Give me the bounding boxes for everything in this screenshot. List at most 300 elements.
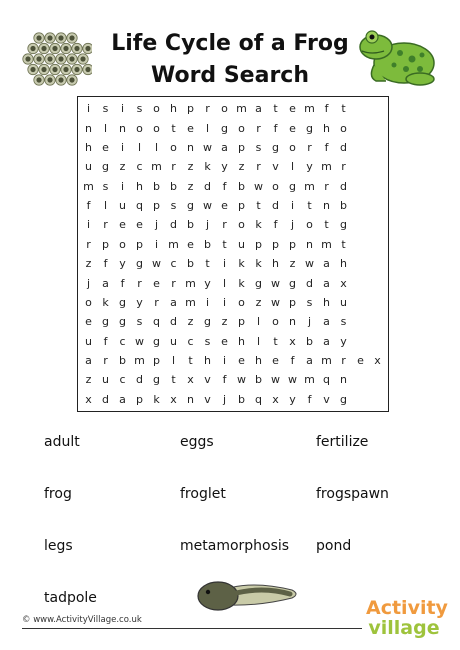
grid-cell[interactable]: l: [154, 140, 159, 154]
grid-cell[interactable]: z: [221, 315, 228, 329]
grid-cell[interactable]: x: [170, 392, 177, 406]
grid-cell[interactable]: h: [323, 121, 330, 135]
grid-cell[interactable]: w: [152, 257, 161, 271]
grid-cell[interactable]: f: [222, 373, 227, 387]
grid-cell[interactable]: e: [289, 102, 296, 116]
grid-cell[interactable]: e: [272, 354, 279, 368]
grid-cell[interactable]: k: [255, 257, 262, 271]
grid-cell[interactable]: x: [272, 392, 279, 406]
grid-cell[interactable]: g: [153, 334, 160, 348]
grid-cell[interactable]: n: [340, 373, 347, 387]
grid-cell[interactable]: p: [238, 140, 245, 154]
grid-cell[interactable]: y: [289, 392, 296, 406]
grid-cell[interactable]: w: [203, 199, 212, 213]
grid-cell[interactable]: l: [205, 121, 210, 135]
grid-cell[interactable]: d: [340, 140, 347, 154]
grid-cell[interactable]: p: [136, 237, 143, 251]
grid-cell[interactable]: h: [85, 140, 92, 154]
grid-cell[interactable]: y: [306, 160, 313, 174]
grid-cell[interactable]: e: [119, 218, 126, 232]
word-item: frog: [44, 486, 72, 502]
grid-cell[interactable]: [369, 157, 386, 176]
grid-cell[interactable]: t: [341, 102, 346, 116]
grid-cell[interactable]: n: [85, 121, 92, 135]
word-item: adult: [44, 434, 80, 450]
grid-cell[interactable]: e: [187, 237, 194, 251]
grid-cell[interactable]: o: [340, 121, 347, 135]
grid-cell[interactable]: m: [304, 102, 315, 116]
grid-cell[interactable]: o: [85, 295, 92, 309]
grid-cell[interactable]: q: [153, 315, 160, 329]
grid-cell[interactable]: o: [153, 121, 160, 135]
grid-cell[interactable]: h: [170, 102, 177, 116]
grid-cell[interactable]: [352, 332, 369, 351]
grid-cell[interactable]: t: [273, 102, 278, 116]
grid-cell[interactable]: h: [136, 179, 143, 193]
grid-cell[interactable]: n: [323, 199, 330, 213]
grid-cell[interactable]: z: [85, 373, 92, 387]
grid-cell[interactable]: t: [324, 218, 329, 232]
frogspawn-icon: [20, 30, 92, 90]
grid-cell[interactable]: f: [273, 218, 278, 232]
grid-cell[interactable]: z: [238, 160, 245, 174]
grid-cell[interactable]: y: [136, 295, 143, 309]
grid-cell[interactable]: w: [305, 257, 314, 271]
grid-cell[interactable]: p: [255, 237, 262, 251]
grid-cell[interactable]: y: [119, 257, 126, 271]
grid-cell[interactable]: d: [170, 218, 177, 232]
grid-cell[interactable]: s: [170, 199, 177, 213]
grid-cell[interactable]: q: [323, 373, 330, 387]
grid-cell[interactable]: [369, 312, 386, 331]
grid-cell[interactable]: u: [170, 334, 177, 348]
grid-cell[interactable]: p: [289, 295, 296, 309]
grid-cell[interactable]: h: [340, 257, 347, 271]
grid-cell[interactable]: h: [272, 257, 279, 271]
grid-cell[interactable]: e: [289, 121, 296, 135]
grid-cell[interactable]: p: [153, 354, 160, 368]
grid-cell[interactable]: d: [204, 179, 211, 193]
grid-cell[interactable]: e: [136, 218, 143, 232]
grid-cell[interactable]: u: [85, 160, 92, 174]
grid-cell[interactable]: f: [290, 354, 295, 368]
grid-cell[interactable]: c: [119, 334, 126, 348]
grid-cell[interactable]: v: [204, 373, 211, 387]
grid-cell[interactable]: o: [136, 121, 143, 135]
grid-cell[interactable]: j: [222, 392, 227, 406]
grid-cell[interactable]: k: [102, 295, 109, 309]
grid-cell[interactable]: r: [307, 140, 312, 154]
grid-cell[interactable]: u: [119, 199, 126, 213]
grid-cell[interactable]: a: [255, 102, 262, 116]
grid-cell[interactable]: w: [288, 373, 297, 387]
grid-cell[interactable]: m: [321, 237, 332, 251]
grid-cell[interactable]: t: [205, 257, 210, 271]
grid-cell[interactable]: z: [187, 160, 194, 174]
grid-cell[interactable]: i: [154, 237, 159, 251]
grid-cell[interactable]: e: [221, 199, 228, 213]
grid-cell[interactable]: q: [255, 392, 262, 406]
word-search-grid: [77, 96, 389, 412]
grid-cell[interactable]: a: [102, 276, 109, 290]
grid-cell[interactable]: a: [221, 140, 228, 154]
grid-cell[interactable]: i: [120, 140, 125, 154]
grid-cell[interactable]: f: [103, 257, 108, 271]
grid-cell[interactable]: [369, 235, 386, 254]
grid-cell[interactable]: b: [238, 179, 245, 193]
grid-cell[interactable]: r: [103, 218, 108, 232]
grid-cell[interactable]: w: [237, 373, 246, 387]
grid-cell[interactable]: [352, 254, 369, 273]
grid-cell[interactable]: f: [86, 199, 91, 213]
grid-cell[interactable]: n: [187, 392, 194, 406]
grid-cell[interactable]: f: [103, 334, 108, 348]
grid-cell[interactable]: i: [222, 257, 227, 271]
grid-cell[interactable]: t: [256, 199, 261, 213]
grid-cell[interactable]: b: [238, 392, 245, 406]
grid-cell[interactable]: r: [222, 218, 227, 232]
grid-cell[interactable]: o: [272, 179, 279, 193]
grid-cell[interactable]: p: [153, 199, 160, 213]
grid-cell[interactable]: d: [306, 276, 313, 290]
grid-cell[interactable]: [352, 370, 369, 389]
grid-cell[interactable]: d: [102, 392, 109, 406]
grid-cell[interactable]: u: [238, 237, 245, 251]
grid-cell[interactable]: f: [324, 102, 329, 116]
grid-cell[interactable]: s: [306, 295, 313, 309]
grid-cell[interactable]: g: [221, 121, 228, 135]
grid-cell[interactable]: g: [187, 199, 194, 213]
grid-cell[interactable]: k: [238, 276, 245, 290]
grid-cell[interactable]: e: [187, 121, 194, 135]
grid-cell[interactable]: z: [289, 257, 296, 271]
grid-cell[interactable]: s: [204, 334, 211, 348]
grid-cell[interactable]: l: [256, 334, 261, 348]
grid-cell[interactable]: h: [204, 354, 211, 368]
grid-cell[interactable]: [369, 254, 386, 273]
grid-cell[interactable]: x: [85, 392, 92, 406]
grid-cell[interactable]: j: [290, 218, 295, 232]
grid-cell[interactable]: b: [119, 354, 126, 368]
grid-cell[interactable]: h: [255, 354, 262, 368]
grid-cell[interactable]: w: [203, 140, 212, 154]
grid-cell[interactable]: [369, 332, 386, 351]
grid-cell[interactable]: k: [204, 160, 211, 174]
grid-cell[interactable]: l: [256, 315, 261, 329]
grid-cell[interactable]: c: [136, 160, 143, 174]
grid-cell[interactable]: t: [273, 334, 278, 348]
grid-cell[interactable]: o: [238, 121, 245, 135]
grid-cell[interactable]: [352, 157, 369, 176]
grid-cell[interactable]: r: [171, 160, 176, 174]
grid-cell[interactable]: t: [341, 237, 346, 251]
grid-cell[interactable]: f: [120, 276, 125, 290]
grid-cell[interactable]: [352, 293, 369, 312]
grid-cell[interactable]: z: [255, 295, 262, 309]
grid-cell[interactable]: e: [85, 315, 92, 329]
grid-cell[interactable]: n: [289, 315, 296, 329]
grid-cell[interactable]: [369, 390, 386, 409]
grid-cell[interactable]: r: [103, 354, 108, 368]
grid-cell[interactable]: r: [154, 295, 159, 309]
grid-cell[interactable]: [369, 99, 386, 118]
grid-cell[interactable]: [369, 118, 386, 137]
grid-cell[interactable]: j: [307, 315, 312, 329]
logo-line-2: village: [368, 617, 440, 639]
grid-cell[interactable]: i: [222, 354, 227, 368]
grid-cell[interactable]: g: [289, 179, 296, 193]
grid-cell[interactable]: a: [323, 334, 330, 348]
grid-cell[interactable]: [352, 273, 369, 292]
grid-cell[interactable]: e: [238, 354, 245, 368]
grid-cell[interactable]: b: [187, 218, 194, 232]
grid-cell[interactable]: [352, 118, 369, 137]
grid-cell[interactable]: b: [153, 179, 160, 193]
grid-cell[interactable]: d: [272, 199, 279, 213]
grid-cell[interactable]: a: [323, 276, 330, 290]
grid-cell[interactable]: p: [238, 199, 245, 213]
grid-cell[interactable]: g: [255, 276, 262, 290]
grid-cell[interactable]: [352, 235, 369, 254]
grid-cell[interactable]: p: [187, 102, 194, 116]
grid-cell[interactable]: c: [119, 373, 126, 387]
grid-cell[interactable]: j: [205, 218, 210, 232]
grid-cell[interactable]: x: [289, 334, 296, 348]
grid-cell[interactable]: i: [120, 102, 125, 116]
grid-cell[interactable]: l: [103, 121, 108, 135]
grid-cell[interactable]: h: [323, 295, 330, 309]
grid-cell[interactable]: w: [254, 179, 263, 193]
grid-cell[interactable]: y: [340, 334, 347, 348]
grid-cell[interactable]: i: [290, 199, 295, 213]
grid-cell[interactable]: b: [187, 257, 194, 271]
footer-divider: [22, 628, 362, 629]
grid-cell[interactable]: z: [85, 257, 92, 271]
grid-cell[interactable]: s: [102, 102, 109, 116]
grid-cell[interactable]: o: [238, 218, 245, 232]
grid-cell[interactable]: o: [170, 140, 177, 154]
grid-cell[interactable]: g: [136, 257, 143, 271]
grid-cell[interactable]: b: [255, 373, 262, 387]
grid-cell[interactable]: d: [170, 315, 177, 329]
grid-cell[interactable]: u: [85, 334, 92, 348]
grid-cell[interactable]: w: [135, 334, 144, 348]
grid-cell[interactable]: g: [306, 121, 313, 135]
grid-cell[interactable]: p: [102, 237, 109, 251]
grid-cell[interactable]: v: [272, 160, 279, 174]
grid-cell[interactable]: l: [137, 140, 142, 154]
grid-cell[interactable]: j: [154, 218, 159, 232]
grid-cell[interactable]: z: [187, 315, 194, 329]
grid-cell[interactable]: o: [153, 102, 160, 116]
grid-cell[interactable]: l: [103, 199, 108, 213]
grid-cell[interactable]: r: [137, 276, 142, 290]
grid-cell[interactable]: [369, 138, 386, 157]
grid-cell[interactable]: k: [255, 218, 262, 232]
grid-cell[interactable]: p: [289, 237, 296, 251]
grid-cell[interactable]: l: [222, 276, 227, 290]
grid-cell[interactable]: i: [86, 218, 91, 232]
grid-cell[interactable]: w: [271, 295, 280, 309]
grid-cell[interactable]: g: [340, 392, 347, 406]
grid-cell[interactable]: t: [307, 199, 312, 213]
grid-cell[interactable]: k: [153, 392, 160, 406]
frog-icon: [354, 25, 438, 89]
grid-cell[interactable]: f: [273, 121, 278, 135]
grid-cell[interactable]: s: [255, 140, 262, 154]
grid-cell[interactable]: i: [86, 102, 91, 116]
grid-cell[interactable]: v: [204, 392, 211, 406]
grid-cell[interactable]: f: [307, 392, 312, 406]
grid-cell[interactable]: b: [340, 199, 347, 213]
grid-cell[interactable]: i: [120, 179, 125, 193]
grid-cell[interactable]: k: [238, 257, 245, 271]
grid-cell[interactable]: x: [374, 354, 381, 368]
grid-cell[interactable]: z: [119, 160, 126, 174]
grid-cell[interactable]: g: [153, 373, 160, 387]
grid-cell[interactable]: w: [271, 276, 280, 290]
grid-cell[interactable]: x: [187, 373, 194, 387]
grid-cell[interactable]: e: [221, 334, 228, 348]
grid-cell[interactable]: z: [187, 179, 194, 193]
grid-cell[interactable]: x: [340, 276, 347, 290]
grid-cell[interactable]: r: [324, 179, 329, 193]
grid-cell[interactable]: m: [321, 160, 332, 174]
grid-cell[interactable]: p: [136, 392, 143, 406]
grid-cell[interactable]: l: [171, 354, 176, 368]
logo-line-1: Activity: [366, 597, 448, 619]
grid-cell[interactable]: s: [102, 179, 109, 193]
grid-cell[interactable]: o: [289, 140, 296, 154]
grid-cell[interactable]: t: [188, 354, 193, 368]
grid-cell[interactable]: r: [256, 160, 261, 174]
grid-cell[interactable]: m: [236, 102, 247, 116]
grid-cell[interactable]: d: [136, 373, 143, 387]
grid-cell[interactable]: t: [171, 373, 176, 387]
grid-cell[interactable]: o: [221, 102, 228, 116]
grid-cell[interactable]: b: [306, 334, 313, 348]
grid-cell[interactable]: [352, 99, 369, 118]
grid-cell[interactable]: a: [323, 257, 330, 271]
title-line-1: Life Cycle of a Frog: [111, 31, 349, 56]
grid-cell[interactable]: s: [136, 315, 143, 329]
grid-cell[interactable]: m: [185, 295, 196, 309]
grid-cell[interactable]: y: [204, 276, 211, 290]
grid-cell[interactable]: a: [323, 315, 330, 329]
grid-cell[interactable]: v: [323, 392, 330, 406]
grid-cell[interactable]: e: [102, 140, 109, 154]
grid-cell[interactable]: [369, 370, 386, 389]
grid-cell[interactable]: o: [306, 218, 313, 232]
grid-cell[interactable]: l: [290, 160, 295, 174]
grid-cell[interactable]: m: [304, 373, 315, 387]
word-item: eggs: [180, 434, 214, 450]
grid-cell[interactable]: n: [187, 140, 194, 154]
grid-cell[interactable]: g: [119, 315, 126, 329]
grid-cell[interactable]: [352, 390, 369, 409]
grid-cell[interactable]: f: [222, 179, 227, 193]
grid-cell[interactable]: j: [86, 276, 91, 290]
grid-cell[interactable]: r: [171, 276, 176, 290]
grid-cell[interactable]: m: [185, 276, 196, 290]
grid-cell[interactable]: g: [272, 140, 279, 154]
grid-cell[interactable]: [369, 293, 386, 312]
grid-cell[interactable]: u: [340, 295, 347, 309]
grid-cell[interactable]: o: [238, 295, 245, 309]
grid-cell[interactable]: g: [102, 315, 109, 329]
grid-cell[interactable]: a: [170, 295, 177, 309]
grid-cell[interactable]: t: [171, 121, 176, 135]
grid-cell[interactable]: [369, 273, 386, 292]
grid-cell[interactable]: e: [357, 354, 364, 368]
grid-cell[interactable]: [369, 177, 386, 196]
grid-cell[interactable]: g: [289, 276, 296, 290]
grid-cell[interactable]: g: [204, 315, 211, 329]
grid-cell[interactable]: r: [341, 160, 346, 174]
grid-cell[interactable]: r: [341, 354, 346, 368]
grid-cell[interactable]: t: [222, 237, 227, 251]
grid-cell[interactable]: m: [321, 354, 332, 368]
grid-cell[interactable]: r: [205, 102, 210, 116]
grid-cell[interactable]: y: [221, 160, 228, 174]
grid-cell[interactable]: g: [102, 160, 109, 174]
grid-cell[interactable]: g: [340, 218, 347, 232]
grid-cell[interactable]: u: [102, 373, 109, 387]
grid-cell[interactable]: m: [134, 354, 145, 368]
grid-cell[interactable]: [352, 196, 369, 215]
grid-cell[interactable]: d: [340, 179, 347, 193]
grid-cell[interactable]: r: [256, 121, 261, 135]
grid-cell[interactable]: c: [187, 334, 194, 348]
grid-cell[interactable]: m: [83, 179, 94, 193]
grid-cell[interactable]: i: [205, 295, 210, 309]
grid-cell[interactable]: b: [170, 179, 177, 193]
grid-cell[interactable]: [352, 138, 369, 157]
grid-cell[interactable]: e: [153, 276, 160, 290]
grid-cell[interactable]: p: [238, 315, 245, 329]
grid-cell[interactable]: [369, 196, 386, 215]
grid-cell[interactable]: a: [119, 392, 126, 406]
grid-cell[interactable]: b: [204, 237, 211, 251]
grid-cell[interactable]: [352, 312, 369, 331]
grid-cell[interactable]: f: [324, 140, 329, 154]
grid-cell[interactable]: p: [272, 237, 279, 251]
grid-cell[interactable]: m: [304, 179, 315, 193]
grid-cell[interactable]: s: [136, 102, 143, 116]
grid-cell[interactable]: n: [306, 237, 313, 251]
grid-cell[interactable]: r: [86, 237, 91, 251]
grid-cell[interactable]: n: [119, 121, 126, 135]
grid-cell[interactable]: h: [238, 334, 245, 348]
grid-cell[interactable]: a: [85, 354, 92, 368]
grid-cell[interactable]: w: [271, 373, 280, 387]
grid-cell[interactable]: m: [168, 237, 179, 251]
grid-cell[interactable]: a: [306, 354, 313, 368]
grid-cell[interactable]: q: [136, 199, 143, 213]
grid-cell[interactable]: s: [340, 315, 347, 329]
grid-cell[interactable]: o: [119, 237, 126, 251]
grid-cell[interactable]: [352, 215, 369, 234]
grid-cell[interactable]: i: [222, 295, 227, 309]
word-item: legs: [44, 538, 73, 554]
grid-cell[interactable]: m: [151, 160, 162, 174]
word-item: metamorphosis: [180, 538, 290, 554]
grid-cell[interactable]: c: [170, 257, 177, 271]
grid-cell[interactable]: g: [119, 295, 126, 309]
grid-cell[interactable]: o: [272, 315, 279, 329]
grid-cell[interactable]: [369, 215, 386, 234]
grid-cell[interactable]: [352, 177, 369, 196]
